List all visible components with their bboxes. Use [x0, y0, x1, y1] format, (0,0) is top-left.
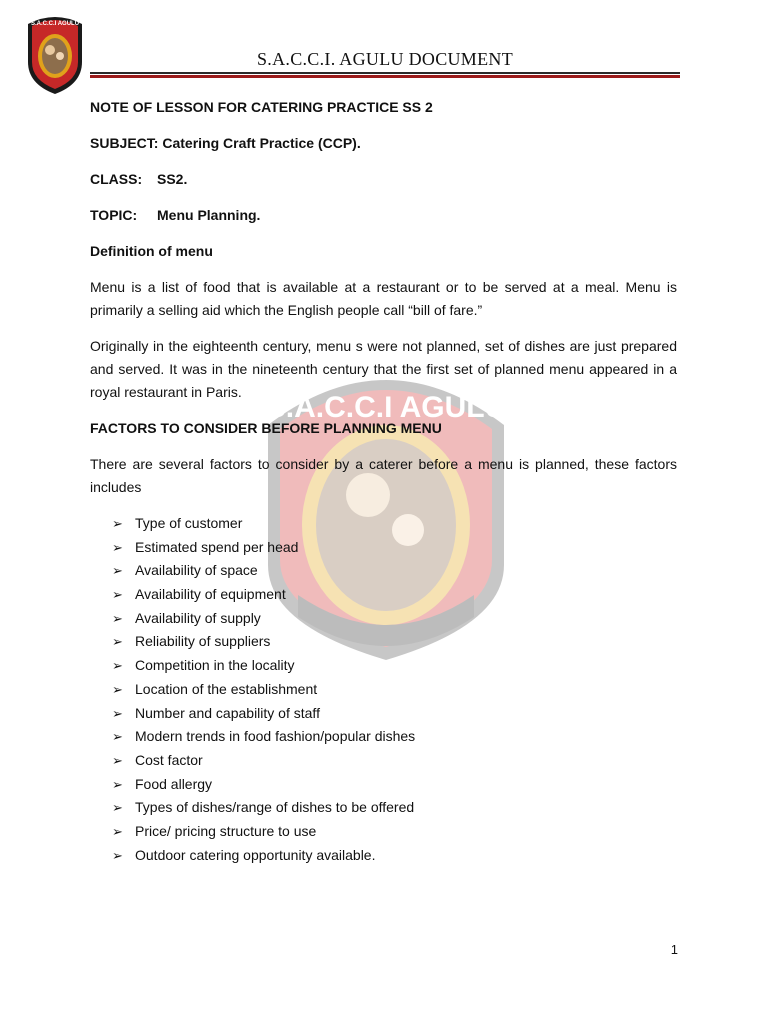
factors-heading: FACTORS TO CONSIDER BEFORE PLANNING MENU	[90, 420, 442, 436]
definition-heading: Definition of menu	[90, 243, 213, 259]
arrow-bullet-icon: ➢	[112, 776, 123, 792]
arrow-bullet-icon: ➢	[112, 705, 123, 721]
list-item	[112, 512, 677, 536]
arrow-bullet-icon: ➢	[112, 800, 123, 816]
factor-text: Reliability of suppliers	[135, 633, 271, 650]
document-title: S.A.C.C.I. AGULU DOCUMENT	[256, 49, 513, 69]
svg-text:S.A.C.C.I AGULU: S.A.C.C.I AGULU	[265, 391, 507, 424]
topic-label: TOPIC:	[90, 207, 138, 223]
factors-list	[90, 512, 677, 867]
history-paragraph: Originally in the eighteenth century, menu s were not planned, set of dishes are just prepared and served. It was in the nineteenth century that the first set of planned menu appeared in a royal restaurant in Paris.	[90, 338, 677, 400]
factor-text: Modern trends in food fashion/popular dishes	[135, 728, 416, 745]
arrow-bullet-icon: ➢	[112, 681, 123, 697]
subject-line: SUBJECT: Catering Craft Practice (CCP).	[90, 135, 361, 151]
arrow-bullet-icon: ➢	[112, 610, 123, 626]
document-body	[90, 96, 677, 867]
arrow-bullet-icon: ➢	[112, 823, 123, 839]
class-value: SS2.	[157, 171, 188, 187]
arrow-bullet-icon: ➢	[112, 587, 123, 603]
list-item	[112, 559, 677, 583]
list-item	[112, 678, 677, 702]
factor-text: Type of customer	[135, 515, 243, 531]
list-item	[112, 749, 677, 773]
list-item	[112, 773, 677, 797]
factor-text: Types of dishes/range of dishes to be offered	[135, 799, 415, 816]
list-item	[112, 702, 677, 726]
list-item	[112, 796, 677, 820]
arrow-bullet-icon: ➢	[112, 516, 123, 531]
svg-text:S.A.C.C.I AGULU: S.A.C.C.I AGULU	[30, 21, 80, 27]
topic-value: Menu Planning.	[157, 207, 261, 223]
factor-text: Availability of equipment	[135, 586, 286, 603]
arrow-bullet-icon: ➢	[112, 752, 123, 768]
list-item	[112, 630, 677, 654]
factor-text: Availability of supply	[135, 609, 261, 626]
arrow-bullet-icon: ➢	[112, 634, 123, 650]
class-line	[90, 168, 677, 191]
arrow-bullet-icon: ➢	[112, 658, 123, 674]
factor-text: Estimated spend per head	[135, 538, 299, 555]
factor-text: Cost factor	[135, 751, 203, 768]
list-item	[112, 725, 677, 749]
factor-text: Food allergy	[135, 775, 213, 792]
list-item	[112, 844, 677, 868]
list-item	[112, 607, 677, 631]
list-item	[112, 536, 677, 560]
list-item	[112, 820, 677, 844]
factor-text: Outdoor catering opportunity available.	[135, 846, 376, 863]
arrow-bullet-icon: ➢	[112, 847, 123, 863]
factor-text: Competition in the locality	[135, 657, 295, 674]
definition-paragraph: Menu is a list of food that is available at a restaurant or to be served at a meal. Menu is primarily a selling aid which the English people call “bill of fare.”	[90, 279, 677, 318]
header-rule-red	[90, 75, 680, 78]
factor-text: Price/ pricing structure to use	[135, 822, 317, 839]
arrow-bullet-icon: ➢	[112, 539, 123, 555]
arrow-bullet-icon: ➢	[112, 563, 123, 579]
arrow-bullet-icon: ➢	[112, 729, 123, 745]
page-number: 1	[670, 942, 678, 957]
topic-line	[90, 204, 677, 227]
school-crest-logo	[24, 12, 86, 96]
lesson-heading: NOTE OF LESSON FOR CATERING PRACTICE SS 2	[90, 99, 433, 115]
list-item	[112, 654, 677, 678]
class-label: CLASS:	[90, 171, 143, 187]
factor-text: Location of the establishment	[135, 680, 318, 697]
factor-text: Number and capability of staff	[135, 704, 320, 721]
factors-intro: There are several factors to consider by a caterer before a menu is planned, these factors includes	[90, 456, 677, 495]
header-rule-dark	[90, 72, 680, 74]
list-item	[112, 583, 677, 607]
factor-text: Availability of space	[135, 562, 258, 579]
